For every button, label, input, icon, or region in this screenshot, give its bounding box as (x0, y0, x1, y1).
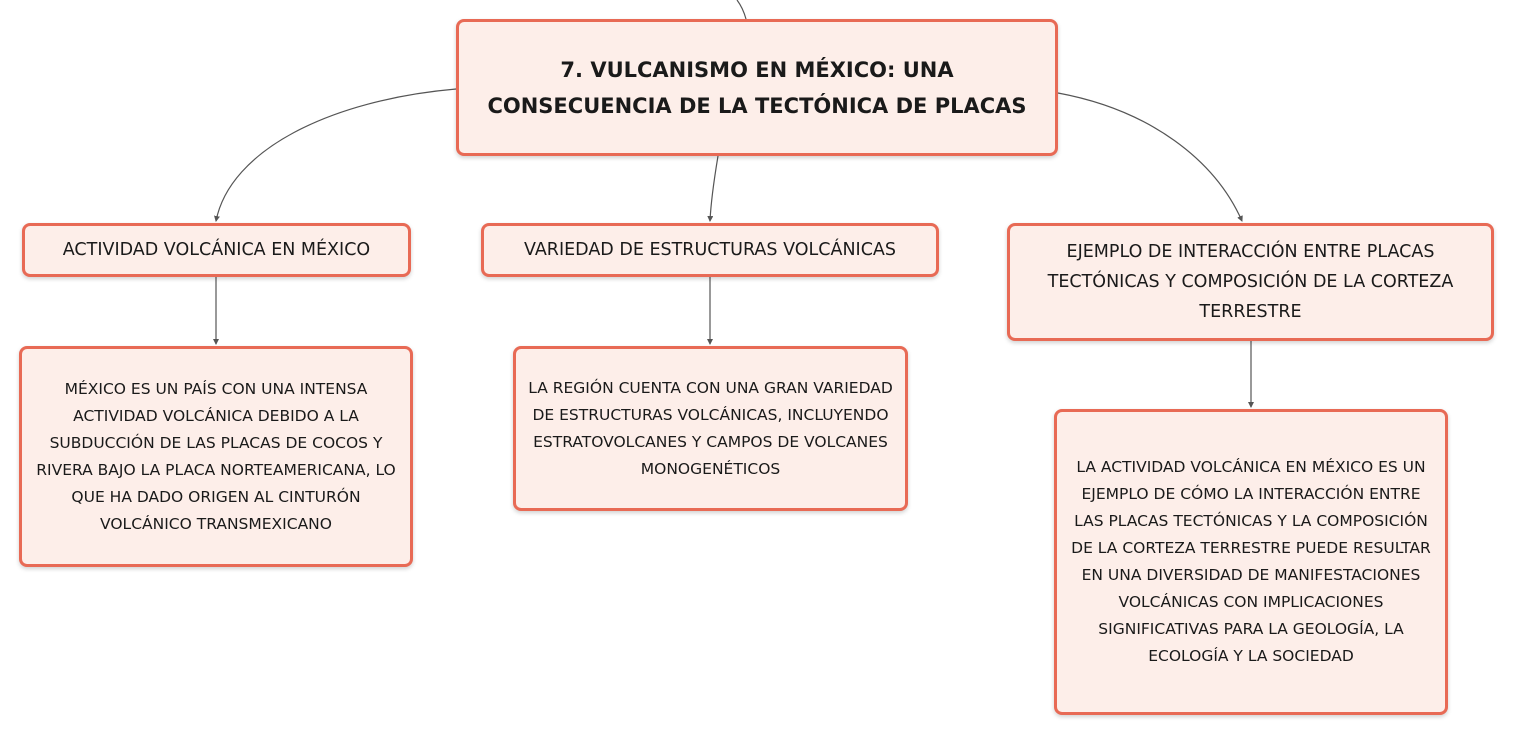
detail-text: LA ACTIVIDAD VOLCÁNICA EN MÉXICO ES UN EJEMPLO DE CÓMO LA INTERACCIÓN ENTRE LAS PLACAS TECTÓNICAS Y LA COMPOSICIÓN DE LA CORTEZA TERRESTRE PUEDE RESULTAR EN UNA DIVERSIDAD DE MANIFESTACIONES VOLCÁNICAS CON IMPLICACIONES SIGNIFICATIVAS PARA LA GEOLOGÍA, LA ECOLOGÍA Y LA SOCIEDAD (1071, 458, 1431, 665)
branch-label: ACTIVIDAD VOLCÁNICA EN MÉXICO (62, 240, 371, 260)
detail-text: MÉXICO ES UN PAÍS CON UNA INTENSA ACTIVIDAD VOLCÁNICA DEBIDO A LA SUBDUCCIÓN DE LAS PLACAS DE COCOS Y RIVERA BAJO LA PLACA NORTEAMERICANA, LO QUE HA DADO ORIGEN AL CINTURÓN VOLCÁNICO TRANSMEXICANO (36, 379, 396, 533)
detail-node-variedad-estructuras[interactable] (513, 346, 908, 511)
branch-label: VARIEDAD DE ESTRUCTURAS VOLCÁNICAS (523, 240, 897, 260)
main-topic-title: 7. VULCANISMO EN MÉXICO: UNA CONSECUENCIA DE LA TECTÓNICA DE PLACAS (487, 57, 1027, 118)
branch-label: EJEMPLO DE INTERACCIÓN ENTRE PLACAS TECTÓNICAS Y COMPOSICIÓN DE LA CORTEZA TERRESTRE (1047, 242, 1454, 322)
branch-node-variedad-estructuras[interactable] (481, 223, 939, 277)
detail-node-actividad-volcanica[interactable] (19, 346, 413, 567)
connector-parent-to-main (737, 0, 746, 19)
main-topic-node[interactable] (456, 19, 1058, 156)
detail-node-ejemplo-interaccion[interactable] (1054, 409, 1448, 715)
connector-main-to-branch-3 (1058, 93, 1242, 221)
branch-node-ejemplo-interaccion[interactable] (1007, 223, 1494, 341)
detail-text: LA REGIÓN CUENTA CON UNA GRAN VARIEDAD DE ESTRUCTURAS VOLCÁNICAS, INCLUYENDO ESTRATOVOLCANES Y CAMPOS DE VOLCANES MONOGENÉTICOS (528, 378, 893, 478)
branch-node-actividad-volcanica[interactable] (22, 223, 411, 277)
connector-main-to-branch-2 (710, 156, 718, 221)
connector-main-to-branch-1 (216, 89, 456, 221)
